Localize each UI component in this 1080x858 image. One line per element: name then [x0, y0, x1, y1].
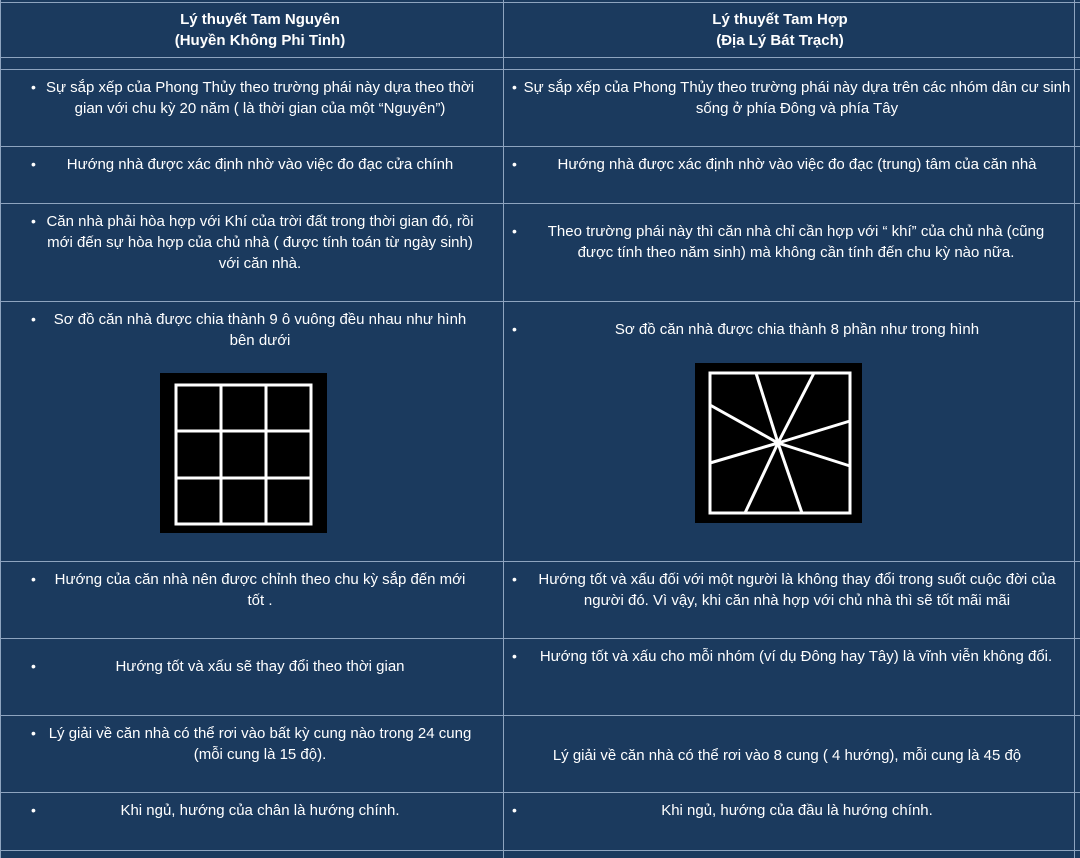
- bullet: •: [512, 79, 517, 95]
- bullet: •: [31, 156, 36, 172]
- row-divider: [0, 69, 1080, 70]
- row-6-left: Hướng tốt và xấu sẽ thay đổi theo thời gian: [115, 658, 405, 675]
- header-right: [580, 9, 980, 51]
- row-8-left: Khi ngủ, hướng của chân là hướng chính.: [120, 802, 400, 819]
- row-2-right: Hướng nhà được xác định nhờ vào việc đo đạc (trung) tâm của căn nhà: [557, 156, 1037, 173]
- row-divider: [0, 792, 1080, 793]
- header-left-title: Lý thuyết Tam Nguyên: [180, 11, 340, 28]
- row-2-left: Hướng nhà được xác định nhờ vào việc đo đạc cửa chính: [66, 156, 454, 173]
- header-right-subtitle: (Địa Lý Bát Trạch): [716, 32, 844, 49]
- header-left-subtitle: (Huyền Không Phi Tinh): [174, 32, 346, 49]
- row-1-left: Sự sắp xếp của Phong Thủy theo trường phái này dựa theo thời gian với chu kỳ 20 năm ( là thời gian của một “Nguyên”): [45, 79, 475, 117]
- eight-sector-diagram: [695, 363, 862, 523]
- bullet: •: [31, 311, 36, 327]
- row-4-right: Sơ đồ căn nhà được chia thành 8 phần như trong hình: [614, 321, 980, 338]
- header-left: [60, 9, 460, 51]
- row-divider: [0, 146, 1080, 147]
- bullet: •: [512, 321, 517, 337]
- header-right-title: Lý thuyết Tam Hợp: [712, 11, 848, 28]
- bullet: •: [31, 571, 36, 587]
- bullet: •: [512, 223, 517, 239]
- row-3-right: Theo trường phái này thì căn nhà chỉ cần hợp với “ khí” của chủ nhà (cũng được tính theo năm sinh) mà không cần tính đến chu kỳ nào nữa.: [547, 223, 1045, 261]
- row-divider: [0, 715, 1080, 716]
- row-3-left: Căn nhà phải hòa hợp với Khí của trời đất trong thời gian đó, rồi mới đến sự hòa hợp của chủ nhà ( được tính toán từ ngày sinh) với căn nhà.: [46, 213, 474, 272]
- row-divider: [0, 850, 1080, 851]
- row-6-right: Hướng tốt và xấu cho mỗi nhóm (ví dụ Đông hay Tây) là vĩnh viễn không đổi.: [539, 648, 1053, 665]
- bullet: •: [512, 156, 517, 172]
- column-divider: [1074, 0, 1075, 858]
- row-divider: [0, 203, 1080, 204]
- row-7-right: Lý giải về căn nhà có thể rơi vào 8 cung ( 4 hướng), mỗi cung là 45 độ: [552, 747, 1022, 764]
- bullet: •: [31, 79, 36, 95]
- row-5-right: Hướng tốt và xấu đối với một người là không thay đổi trong suốt cuộc đời của người đó. Vì vậy, khi căn nhà hợp với chủ nhà thì sẽ tốt mãi mãi: [538, 571, 1056, 609]
- bullet: •: [512, 802, 517, 818]
- row-divider: [0, 2, 1080, 3]
- row-divider: [0, 301, 1080, 302]
- bullet: •: [31, 802, 36, 818]
- row-5-left: Hướng của căn nhà nên được chỉnh theo chu kỳ sắp đến mới tốt .: [54, 571, 466, 609]
- row-divider: [0, 638, 1080, 639]
- row-7-left: Lý giải về căn nhà có thể rơi vào bất kỳ cung nào trong 24 cung (mỗi cung là 15 độ).: [48, 725, 472, 763]
- column-divider: [503, 0, 504, 858]
- bullet: •: [31, 725, 36, 741]
- bullet: •: [512, 648, 517, 664]
- nine-square-diagram: [160, 373, 327, 533]
- row-divider: [0, 561, 1080, 562]
- bullet: •: [31, 213, 36, 229]
- row-divider: [0, 57, 1080, 58]
- row-8-right: Khi ngủ, hướng của đầu là hướng chính.: [661, 802, 933, 819]
- row-4-left: Sơ đồ căn nhà được chia thành 9 ô vuông đều nhau như hình bên dưới: [53, 311, 467, 349]
- row-1-right: Sự sắp xếp của Phong Thủy theo trường phái này dựa trên các nhóm dân cư sinh sống ở phía Đông và phía Tây: [523, 79, 1071, 117]
- bullet: •: [31, 658, 36, 674]
- nine-square-grid-image: [160, 373, 327, 533]
- bullet: •: [512, 571, 517, 587]
- column-divider: [0, 0, 1, 858]
- eight-sector-image: [695, 363, 862, 523]
